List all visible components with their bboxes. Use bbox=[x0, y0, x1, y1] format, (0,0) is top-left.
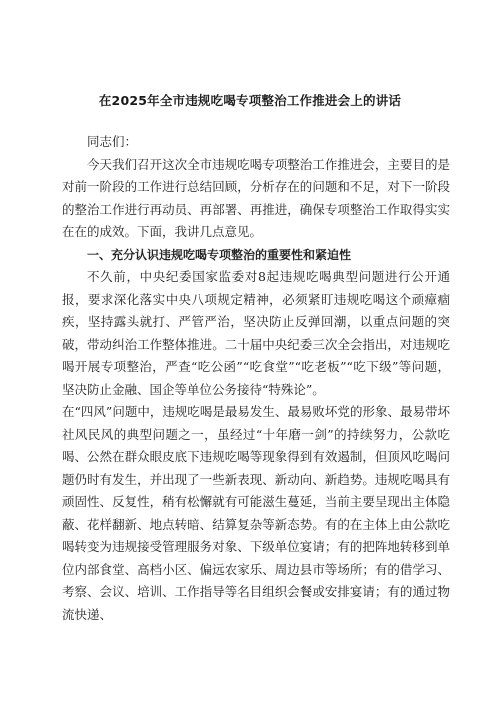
document-title: 在2025年全市违规吃喝专项整治工作推进会上的讲话 bbox=[98, 93, 402, 108]
paragraph-intro: 今天我们召开这次全市违规吃喝专项整治工作推进会，主要目的是对前一阶段的工作进行总结回顾，分析存在的问题和不足，对下一阶段的整治工作进行再动员、再部署、再推进，确保专项整治工作取得实实在在的成效。下面，我讲几点意见。 bbox=[62, 156, 450, 239]
section-heading: 一、充分认识违规吃喝专项整治的重要性和紧迫性 bbox=[87, 247, 352, 262]
paragraph-background: 不久前，中央纪委国家监委对8起违规吃喝典型问题进行公开通报，要求深化落实中央八项规定精神，必须紧盯违规吃喝这个顽瘴痼疾，坚持露头就打、严管严治，坚决防止反弹回潮，以重点问题的突破，带动纠治工作整体推进。二十届中央纪委三次全会指出，对违规吃喝开展专项整治，严查“吃公函”“吃食堂”“吃老板”“吃下级”等问题，坚决防止金融、国企等单位公务接待“特殊论”。 bbox=[62, 269, 450, 397]
salutation: 同志们： bbox=[87, 134, 138, 149]
paragraph-problems: 在“四风”问题中，违规吃喝是最易发生、最易败坏党的形象、最易带坏社风民风的典型问题之一，虽经过“十年磨一剑”的持续努力，公款吃喝、公然在群众眼皮底下违规吃喝等现象得到有效遏制，但顶风吃喝问题仍时有发生，并出现了一些新表现、新动向、新趋势。违规吃喝具有顽固性、反复性，稍有松懈就有可能滋生蔓延，当前主要呈现出主体隐蔽、花样翻新、地点转暗、结算复杂等新态势。有的在主体上由公款吃喝转变为违规接受管理服务对象、下级单位宴请；有的把阵地转移到单位内部食堂、高档小区、偏远农家乐、周边县市等场所；有的借学习、考察、会议、培训、工作指导等名目组织会餐或安排宴请；有的通过物流快递、 bbox=[62, 404, 450, 622]
document-body bbox=[62, 131, 450, 626]
